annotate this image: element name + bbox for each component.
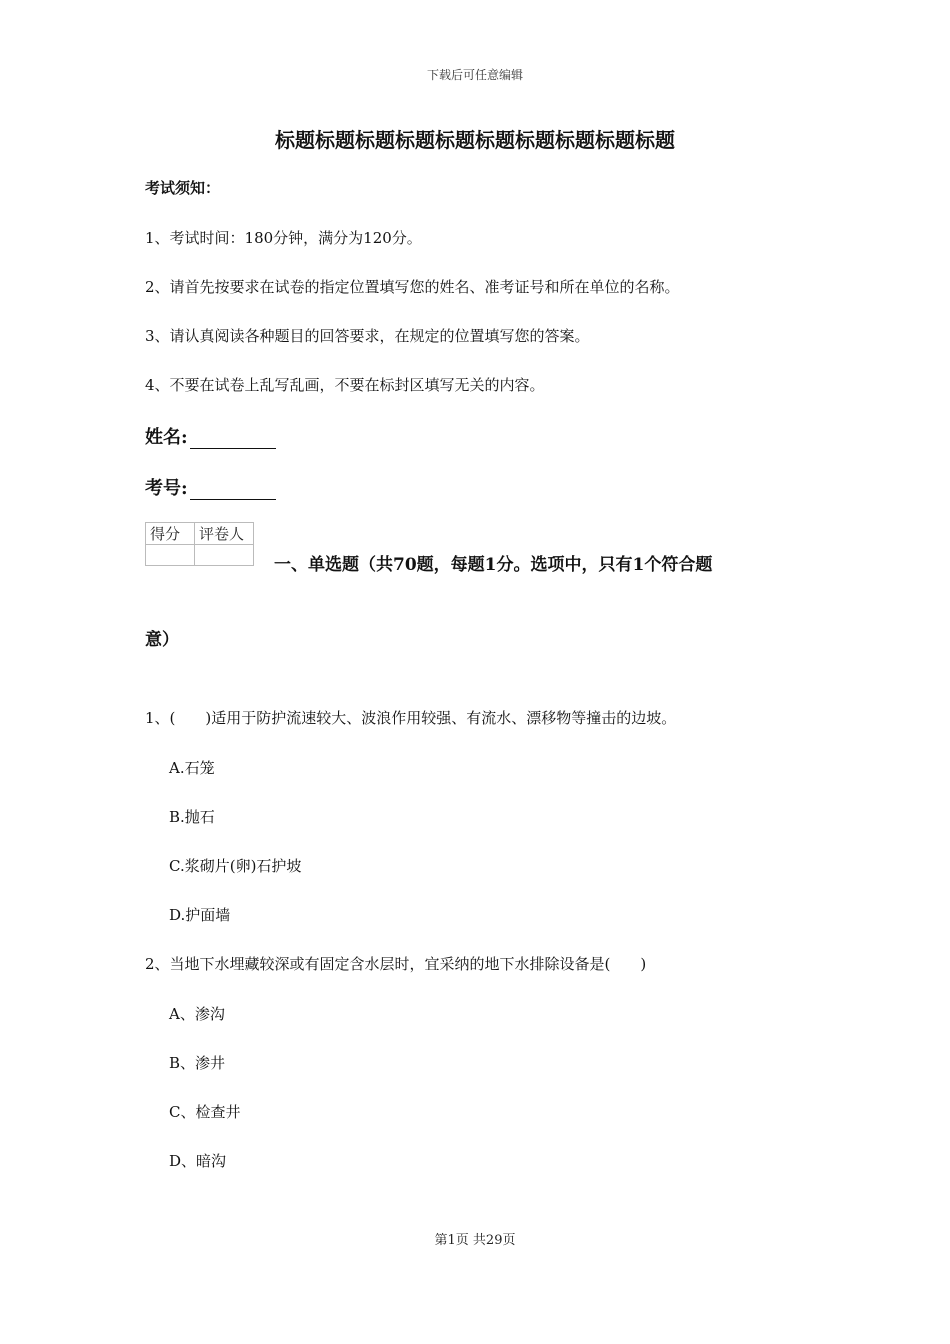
grader-header: 评卷人 bbox=[195, 523, 254, 545]
id-blank bbox=[190, 481, 276, 500]
notice-heading: 考试须知： bbox=[145, 179, 221, 197]
section-heading-continued: 意） bbox=[145, 630, 179, 650]
grader-cell bbox=[195, 545, 254, 566]
question-2-option-a: A、渗沟 bbox=[169, 1005, 225, 1023]
name-label: 姓名: bbox=[145, 427, 188, 448]
question-2-option-b: B、渗井 bbox=[169, 1054, 226, 1072]
score-cell bbox=[146, 545, 195, 566]
score-header: 得分 bbox=[146, 523, 195, 545]
question-1-option-c: C.浆砌片(卵)石护坡 bbox=[169, 857, 302, 875]
notice-item: 2、请首先按要求在试卷的指定位置填写您的姓名、准考证号和所在单位的名称。 bbox=[145, 278, 680, 296]
question-1-option-a: A.石笼 bbox=[169, 759, 215, 777]
section-heading: 一、单选题（共70题，每题1分。选项中，只有1个符合题 bbox=[274, 555, 713, 575]
page-title: 标题标题标题标题标题标题标题标题标题标题 bbox=[275, 128, 675, 152]
id-label: 考号: bbox=[145, 478, 188, 499]
name-field bbox=[145, 423, 276, 449]
question-1-option-d: D.护面墙 bbox=[169, 906, 231, 924]
id-field bbox=[145, 474, 276, 500]
notice-item: 3、请认真阅读各种题目的回答要求，在规定的位置填写您的答案。 bbox=[145, 327, 590, 345]
question-1-option-b: B.抛石 bbox=[169, 808, 215, 826]
name-blank bbox=[190, 430, 276, 449]
question-2-option-d: D、暗沟 bbox=[169, 1152, 227, 1170]
notice-item: 1、考试时间：180分钟，满分为120分。 bbox=[145, 229, 422, 247]
page-footer: 第1页 共29页 bbox=[434, 1233, 516, 1248]
question-2-option-c: C、检查井 bbox=[169, 1103, 241, 1121]
question-2: 2、当地下水埋藏较深或有固定含水层时，宜采纳的地下水排除设备是( ) bbox=[145, 955, 647, 973]
score-table bbox=[145, 522, 254, 566]
notice-item: 4、不要在试卷上乱写乱画，不要在标封区填写无关的内容。 bbox=[145, 376, 545, 394]
question-1: 1、( )适用于防护流速较大、波浪作用较强、有流水、漂移物等撞击的边坡。 bbox=[145, 709, 677, 727]
header-note: 下载后可任意编辑 bbox=[426, 68, 523, 82]
